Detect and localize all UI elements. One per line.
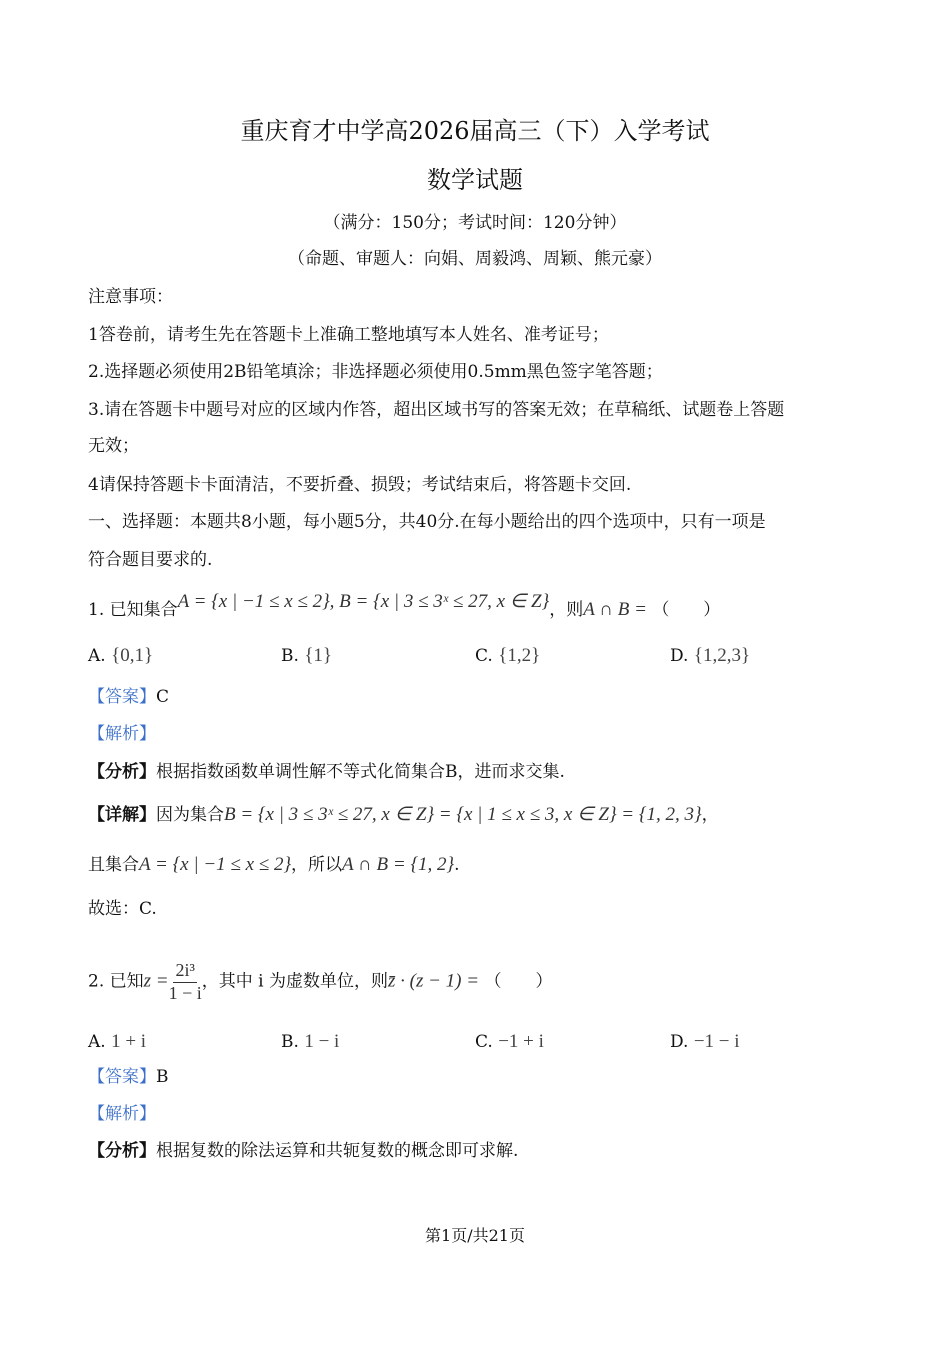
page-footer: 第1页/共21页 [425, 1226, 525, 1245]
question-2: 2. 已知z = $\frac{\text{2i³}}{1 - i}$ ，其中 i 为虚数单位，则z̄ · (z − 1) = （ ） [88, 960, 553, 1003]
option-c: C. −1 + i [475, 1031, 544, 1052]
note-item: 无效； [88, 436, 139, 456]
option-a: A. {0,1} [88, 645, 154, 666]
notes-heading: 注意事项： [88, 287, 173, 307]
q1-answer: 【答案】C [88, 687, 170, 707]
option-c: C. {1,2} [475, 645, 541, 666]
q1-conclusion: 故选：C. [88, 899, 157, 919]
q1-paren: （ ） [652, 600, 721, 620]
q2-fenxi: 【分析】根据复数的除法运算和共轭复数的概念即可求解. [88, 1141, 519, 1161]
option-d: D. −1 − i [670, 1031, 740, 1052]
note-item: 1答卷前，请考生先在答题卡上准确工整地填写本人姓名、准考证号； [88, 325, 609, 345]
note-item: 2.选择题必须使用2B铅笔填涂；非选择题必须使用0.5mm黑色签字笔答题； [88, 362, 663, 382]
q1-math2: A ∩ B = [583, 599, 647, 620]
q1-prefix: 1. 已知集合 [88, 600, 178, 620]
option-d: D. {1,2,3} [670, 645, 751, 666]
exam-info: （满分：150分；考试时间：120分钟） [323, 213, 627, 233]
q2-analysis-label: 【解析】 [88, 1104, 156, 1124]
section-heading: 一、选择题：本题共8小题，每小题5分，共40分.在每小题给出的四个选项中，只有一项是 [88, 512, 766, 532]
q1-math: A = {x | −1 ≤ x ≤ 2}, B = {x | 3 ≤ 3ˣ ≤ 27, x ∈ Z} [177, 591, 550, 612]
option-b: B. {1} [281, 645, 333, 666]
q1-mid: ，则 [549, 600, 584, 620]
section-heading-cont: 符合题目要求的. [88, 550, 213, 570]
question-1 [88, 591, 721, 620]
note-item: 3.请在答题卡中题号对应的区域内作答，超出区域书写的答案无效；在草稿纸、试题卷上答题 [88, 400, 785, 420]
q1-analysis-label: 【解析】 [88, 724, 156, 744]
q1-detail-2: 且集合A = {x | −1 ≤ x ≤ 2}，所以A ∩ B = {1, 2}. [88, 854, 460, 875]
q1-detail-1: 【详解】因为集合B = {x | 3 ≤ 3ˣ ≤ 27, x ∈ Z} = {x | 1 ≤ x ≤ 3, x ∈ Z} = {1, 2, 3}， [88, 804, 719, 825]
exam-subtitle: 数学试题 [427, 166, 523, 194]
option-b: B. 1 − i [281, 1031, 340, 1052]
q2-answer: 【答案】B [88, 1067, 169, 1087]
note-item: 4请保持答题卡卡面清洁，不要折叠、损毁；考试结束后，将答题卡交回. [88, 475, 632, 495]
exam-title: 重庆育才中学高2026届高三（下）入学考试 [240, 117, 710, 145]
q1-fenxi: 【分析】根据指数函数单调性解不等式化简集合B，进而求交集. [88, 762, 565, 782]
option-a: A. 1 + i [88, 1031, 147, 1052]
fraction: $\frac{\text{2i³}}{1 - i}$ [168, 960, 202, 1003]
exam-authors: （命题、审题人：向娟、周毅鸿、周颖、熊元豪） [288, 249, 662, 269]
